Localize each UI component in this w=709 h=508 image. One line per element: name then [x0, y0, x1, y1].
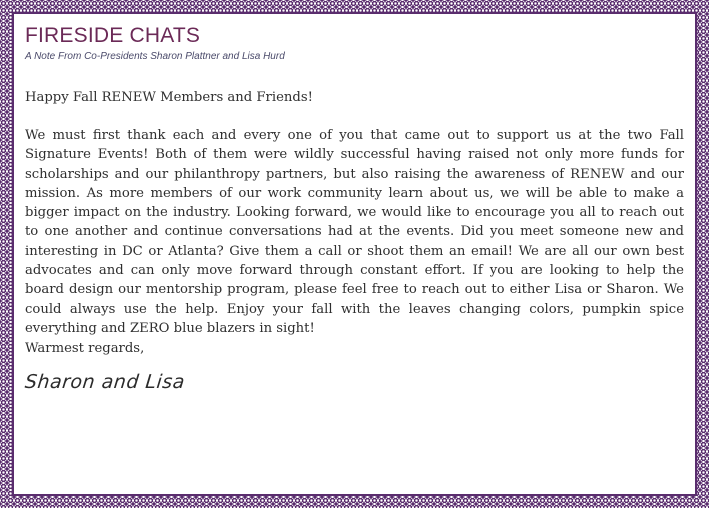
signature: Sharon and Lisa — [23, 371, 187, 393]
newsletter-panel — [12, 12, 697, 496]
greeting-line: Happy Fall RENEW Members and Friends! — [25, 90, 313, 105]
newsletter-subtitle: A Note From Co-Presidents Sharon Plattner and Lisa Hurd — [25, 51, 285, 62]
body-paragraph: We must first thank each and every one of you that came out to support us at the two Fall Signature Events! Both of them were wildly successful having raised not only more funds for scholarships and our philanthropy partners, but also raising the awareness of RENEW and our mission. As more members of our work community learn about us, we will be able to make a bigger impact on the industry. Looking forward, we would like to encourage you all to reach out to one another and continue conversations had at the events. Did you meet someone new and interesting in DC or Atlanta? Give them a call or shoot them an email! We are all our own best advocates and can only move forward through constant effort. If you are looking to help the board design our mentorship program, please feel free to reach out to either Lisa or Sharon. We could always use the help. Enjoy your fall with the leaves changing colors, pumpkin spice everything and ZERO blue blazers in sight! — [25, 128, 684, 336]
newsletter-title: FIRESIDE CHATS — [25, 24, 201, 47]
closing-line: Warmest regards, — [25, 341, 145, 356]
